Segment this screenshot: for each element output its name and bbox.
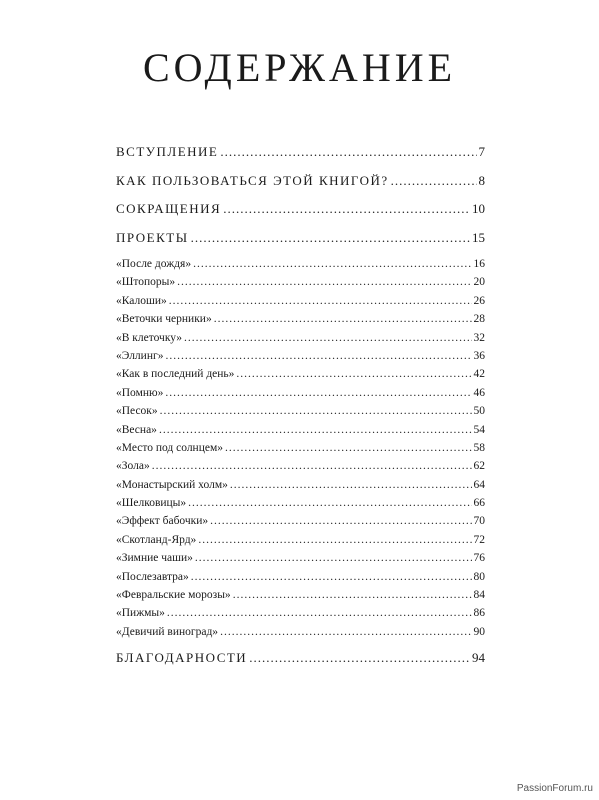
toc-entry-label: ВСТУПЛЕНИЕ	[116, 144, 219, 159]
toc-project-entry[interactable]	[116, 292, 485, 310]
toc-project-entry[interactable]	[116, 384, 485, 402]
toc-entry-page: 70	[473, 515, 485, 528]
toc-entry-page: 50	[473, 405, 485, 418]
toc-entry-label: «Помню»	[116, 386, 164, 399]
toc-entry-acknowledgements[interactable]	[116, 644, 485, 673]
dot-leader	[165, 384, 471, 402]
dot-leader	[188, 494, 471, 512]
toc-entry-label: ПРОЕКТЫ	[116, 229, 189, 245]
toc-project-entry[interactable]	[116, 586, 485, 604]
toc-entry-page: 94	[472, 650, 485, 666]
toc-entry-label: «В клеточку»	[116, 331, 183, 344]
toc-entry-how-to-use[interactable]	[116, 167, 485, 196]
toc-entry-page: 84	[473, 589, 485, 602]
toc-entry-projects[interactable]	[116, 224, 485, 253]
dot-leader	[195, 549, 472, 567]
toc-entry-page: 32	[473, 331, 485, 344]
dot-leader	[233, 586, 472, 604]
toc-entry-page: 62	[473, 460, 485, 473]
watermark: PassionForum.ru	[516, 783, 593, 794]
dot-leader	[223, 195, 470, 224]
toc-entry-page: 26	[473, 294, 485, 307]
toc-project-entry[interactable]	[116, 365, 485, 383]
toc-entry-abbreviations[interactable]	[116, 195, 485, 224]
dot-leader	[191, 224, 470, 253]
dot-leader	[230, 476, 472, 494]
toc-entry-page: 64	[473, 478, 485, 491]
toc-entry-page: 54	[473, 423, 485, 436]
toc-entry-label: «Монастырский холм»	[116, 478, 228, 491]
toc-project-entry[interactable]	[116, 439, 485, 457]
toc-entry-label: «Веточки черники»	[116, 313, 212, 326]
toc-entry-label: «Зола»	[116, 460, 150, 473]
toc-entry-page: 80	[473, 570, 485, 583]
dot-leader	[220, 623, 471, 641]
toc-project-entry[interactable]	[116, 531, 485, 549]
toc-entry-label: «Девичий виноград»	[116, 625, 219, 638]
toc-entry-page: 28	[473, 313, 485, 326]
toc-entry-page: 8	[478, 172, 485, 188]
toc-entry-label: «Эффект бабочки»	[116, 515, 209, 528]
toc-project-entry[interactable]	[116, 549, 485, 567]
dot-leader	[391, 167, 477, 196]
dot-leader	[198, 531, 471, 549]
toc-entry-label: «Эллинг»	[116, 349, 164, 362]
toc-project-entry[interactable]	[116, 310, 485, 328]
toc-entry-page: 76	[473, 552, 485, 565]
toc-entry-page: 7	[478, 144, 485, 159]
toc-entry-page: 90	[473, 625, 485, 638]
toc-project-entry[interactable]	[116, 273, 485, 291]
toc-entry-page: 66	[473, 497, 485, 510]
dot-leader	[210, 512, 471, 530]
toc-entry-page: 36	[473, 349, 485, 362]
dot-leader	[160, 402, 472, 420]
dot-leader	[225, 439, 472, 457]
toc-project-entry[interactable]	[116, 329, 485, 347]
toc-project-entry[interactable]	[116, 623, 485, 641]
dot-leader	[165, 347, 471, 365]
toc-project-entry[interactable]	[116, 402, 485, 420]
toc-entry-page: 16	[473, 258, 485, 270]
toc-entry-label: БЛАГОДАРНОСТИ	[116, 650, 248, 666]
toc-entry-page: 86	[473, 607, 485, 620]
dot-leader	[236, 365, 471, 383]
toc-entry-page: 72	[473, 533, 485, 546]
dot-leader	[214, 310, 472, 328]
toc-entry-label: «Зимние чаши»	[116, 552, 193, 565]
toc-entry-label: КАК ПОЛЬЗОВАТЬСЯ ЭТОЙ КНИГОЙ?	[116, 172, 389, 188]
toc-entry-label: «Шелковицы»	[116, 497, 187, 510]
page-title: СОДЕРЖАНИЕ	[142, 45, 457, 90]
toc-project-entry[interactable]	[116, 476, 485, 494]
dot-leader	[152, 457, 472, 475]
toc-entry-label: «Как в последний день»	[116, 368, 235, 381]
toc-entry-page: 42	[473, 368, 485, 381]
toc-entry-introduction[interactable]	[116, 138, 485, 167]
toc-project-entry[interactable]	[116, 347, 485, 365]
dot-leader	[191, 568, 472, 586]
toc-entry-label: «Скотланд-Ярд»	[116, 533, 197, 546]
dot-leader	[159, 421, 472, 439]
toc-entry-label: «После дождя»	[116, 258, 192, 270]
dot-leader	[177, 273, 471, 291]
toc-entry-label: «Калоши»	[116, 294, 167, 307]
toc-entry-label: СОКРАЩЕНИЯ	[116, 201, 222, 216]
toc-project-entry[interactable]	[116, 494, 485, 512]
toc-entry-label: «Штопоры»	[116, 276, 176, 289]
toc-project-entry[interactable]	[116, 421, 485, 439]
toc-project-entry[interactable]	[116, 568, 485, 586]
dot-leader	[167, 604, 472, 622]
toc-entry-page: 15	[472, 229, 485, 245]
toc-project-entry[interactable]	[116, 604, 485, 622]
toc-entry-label: «Песок»	[116, 405, 158, 418]
toc-entry-page: 58	[473, 441, 485, 454]
toc-entry-page: 46	[473, 386, 485, 399]
toc-entry-label: «Послезавтра»	[116, 570, 189, 583]
dot-leader	[193, 255, 471, 273]
dot-leader	[220, 138, 476, 167]
toc-entry-label: «Место под солнцем»	[116, 441, 223, 454]
toc-entry-label: «Весна»	[116, 423, 157, 436]
toc-entry-page: 20	[473, 276, 485, 289]
dot-leader	[249, 644, 470, 673]
toc-project-entry[interactable]	[116, 512, 485, 530]
dot-leader	[184, 329, 471, 347]
dot-leader	[169, 292, 472, 310]
toc-entry-label: «Февральские морозы»	[116, 589, 231, 602]
table-of-contents	[116, 138, 485, 673]
toc-entry-label: «Пижмы»	[116, 607, 165, 620]
toc-entry-page: 10	[472, 201, 485, 216]
toc-project-entry[interactable]	[116, 255, 485, 273]
toc-project-entry[interactable]	[116, 457, 485, 475]
